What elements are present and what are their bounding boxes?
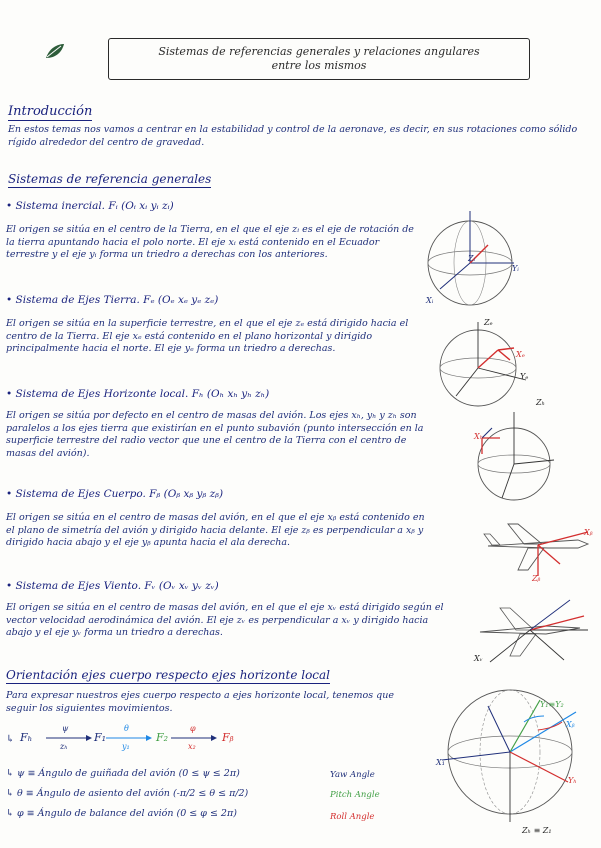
phi-tag: Roll Angle [330,812,375,822]
label-zi: Zᵢ [468,254,476,263]
bullet-icon: • [6,294,13,306]
wind-text: El origen se sitúa en el centro de masas del avión, en el que el eje xᵥ está dirigido según el vector velocidad aerodinámica del avión. El eje zᵥ es perpendicular a xᵥ y dirigido hacia abajo y el eje yᵥ forma un triedro a derechas. [6,602,444,638]
wind-title-row [6,580,219,592]
earth-title: Sistema de Ejes Tierra. Fₑ (Oₑ xₑ yₑ zₑ) [15,294,219,306]
angle-psi: ψ [62,724,69,733]
body-text: El origen se sitúa en el centro de masas del avión, en el que el eje xᵦ está contenido en el plano de simetría del avión y dirigido hacia delante. El eje zᵦ es perpendicular a xᵦ y dirigido hacia abajo y el eje yᵦ apunta hacia el ala derecha. [6,512,425,548]
body-axes-plane-figure [478,512,598,582]
bullet-icon: • [6,580,13,592]
orientation-heading: Orientación ejes cuerpo respecto ejes horizonte local [6,668,331,682]
inertial-title: Sistema inercial. Fᵢ (Oᵢ xᵢ yᵢ zᵢ) [15,200,174,212]
label-zh-z1: Zₕ ≡ Z₁ [522,826,552,835]
psi-tag: Yaw Angle [330,770,375,780]
label-xb-euler: Xᵦ [566,720,575,729]
frame-fh: Fₕ [20,731,33,744]
angle-phi: φ [190,724,196,733]
wind-axes-figure [470,590,595,670]
psi-line-row: ↳ ψ ≡ Ángulo de guiñada del avión (0 ≤ ψ ≤ 2π) [6,768,240,779]
rotation-chain [6,724,266,758]
psi-line: ψ ≡ Ángulo de guiñada del avión (0 ≤ ψ ≤ 2π) [16,768,240,779]
horizon-title-row [6,388,269,400]
intro-text: En estos temas nos vamos a centrar en la estabilidad y control de la aeronave, es decir, en sus rotaciones como sólido rígido alrededor del centro de gravedad. [8,124,578,148]
angle-theta: θ [124,724,129,733]
intro-heading: Introducción [8,104,93,119]
label-xh: Xₕ [474,432,484,441]
frame-fb: Fᵦ [222,731,234,744]
frame-f2: F₂ [156,731,169,744]
bullet-icon: • [6,488,13,500]
inertial-title-row [6,200,174,212]
label-yb-euler: Yₕ [568,776,577,785]
label-xi: Xᵢ [426,296,434,305]
label-ye: Yₑ [520,372,529,381]
inertial-text: El origen se sitúa en el centro de la Tierra, en el que el eje zᵢ es el eje de rotación de la tierra apuntando hacia el polo norte. El eje xᵢ está contenido en el Ecuador terrestre y el eje yᵢ forma un triedro a derechas con los anteriores. [6,224,414,260]
earth-title-row [6,294,218,306]
leaf-logo-icon [44,42,66,60]
axis-y1: y₁ [122,742,130,751]
label-x1: X₁ [436,758,445,767]
phi-line: φ ≡ Ángulo de balance del avión (0 ≤ φ ≤ 2π) [16,808,237,819]
label-yi: Yᵢ [512,264,519,273]
label-xw: Xᵥ [474,654,483,663]
bullet-icon: • [6,200,13,212]
axis-x2: x₂ [188,742,196,751]
bullet-icon: • [6,388,13,400]
axis-zh: zₕ [60,742,68,751]
earth-text: El origen se sitúa en la superficie terrestre, en el que el eje zₑ está dirigido hacia el centro de la Tierra. El eje xₑ está contenido en el plano horizontal y dirigido principalmente hacia el norte. El eje yₑ forma un triedro a derechas. [6,318,409,354]
wind-title: Sistema de Ejes Viento. Fᵥ (Oᵥ xᵥ yᵥ zᵥ) [15,580,219,592]
label-xb: Xᵦ [584,528,593,537]
title-line-1: Sistemas de referencias generales y relaciones angulares [158,45,480,58]
theta-line-row: ↳ θ ≡ Ángulo de asiento del avión (-π/2 ≤ θ ≤ π/2) [6,788,249,799]
label-zb: Zᵦ [532,574,541,583]
label-zh: Zₕ [536,398,546,407]
general-heading: Sistemas de referencia generales [8,172,212,186]
label-xe: Xₑ [516,350,525,359]
earth-axes-figure [428,320,533,410]
title-box [108,38,530,80]
theta-line: θ ≡ Ángulo de asiento del avión (-π/2 ≤ θ ≤ π/2) [16,788,249,799]
frame-f1: F₁ [94,731,107,744]
title-line-2: entre los mismos [271,59,367,72]
svg-text:↳: ↳ [6,734,15,745]
horizon-title: Sistema de Ejes Horizonte local. Fₕ (Oₕ xₕ yₕ zₕ) [15,388,270,400]
orientation-text: Para expresar nuestros ejes cuerpo respecto a ejes horizonte local, tenemos que seguir los siguientes movimientos. [6,690,394,714]
body-title-row [6,488,223,500]
phi-line-row: ↳ φ ≡ Ángulo de balance del avión (0 ≤ φ ≤ 2π) [6,808,237,819]
horizon-local-figure [452,402,562,512]
label-y1-y2: Y₁≡Y₂ [540,700,564,709]
euler-angles-figure [428,682,593,832]
body-title: Sistema de Ejes Cuerpo. Fᵦ (Oᵦ xᵦ yᵦ zᵦ) [15,488,224,500]
horizon-text: El origen se sitúa por defecto en el centro de masas del avión. Los ejes xₕ, yₕ y zₕ son paralelos a los ejes tierra que existirían en el punto subavión (punto intersección en la superficie terrestre del radio vector que une el centro de la Tierra con el centro de masas del avión). [6,410,424,459]
theta-tag: Pitch Angle [330,790,380,800]
label-ze: Zₑ [484,318,493,327]
